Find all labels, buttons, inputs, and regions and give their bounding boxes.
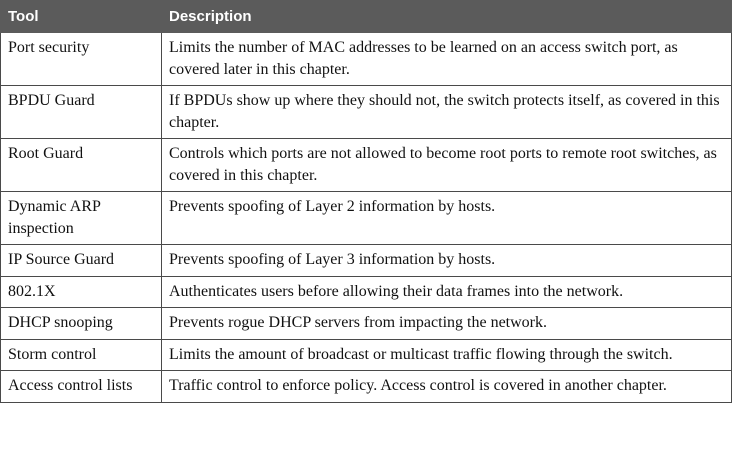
table-header-row bbox=[1, 1, 732, 33]
table-row bbox=[1, 139, 732, 192]
tool-cell: DHCP snooping bbox=[1, 308, 162, 340]
description-cell: Controls which ports are not allowed to become root ports to remote root switches, as covered in this chapter. bbox=[162, 139, 732, 192]
table-row bbox=[1, 245, 732, 277]
description-cell: Traffic control to enforce policy. Access control is covered in another chapter. bbox=[162, 371, 732, 403]
description-cell: Prevents spoofing of Layer 2 information by hosts. bbox=[162, 192, 732, 245]
tool-cell: Access control lists bbox=[1, 371, 162, 403]
tool-cell: IP Source Guard bbox=[1, 245, 162, 277]
table-row bbox=[1, 308, 732, 340]
table-row bbox=[1, 276, 732, 308]
tool-cell: Dynamic ARP inspection bbox=[1, 192, 162, 245]
description-cell: Limits the amount of broadcast or multicast traffic flowing through the switch. bbox=[162, 339, 732, 371]
tool-cell: BPDU Guard bbox=[1, 86, 162, 139]
tool-cell: Root Guard bbox=[1, 139, 162, 192]
description-cell: Limits the number of MAC addresses to be learned on an access switch port, as covered later in this chapter. bbox=[162, 33, 732, 86]
tool-cell: 802.1X bbox=[1, 276, 162, 308]
description-cell: Prevents rogue DHCP servers from impacting the network. bbox=[162, 308, 732, 340]
tool-cell: Storm control bbox=[1, 339, 162, 371]
description-cell: If BPDUs show up where they should not, the switch protects itself, as covered in this chapter. bbox=[162, 86, 732, 139]
column-header-description: Description bbox=[162, 1, 732, 33]
table-row bbox=[1, 371, 732, 403]
table-row bbox=[1, 86, 732, 139]
table-row bbox=[1, 192, 732, 245]
table-row bbox=[1, 339, 732, 371]
description-cell: Authenticates users before allowing their data frames into the network. bbox=[162, 276, 732, 308]
table-row bbox=[1, 33, 732, 86]
tool-cell: Port security bbox=[1, 33, 162, 86]
column-header-tool: Tool bbox=[1, 1, 162, 33]
description-cell: Prevents spoofing of Layer 3 information by hosts. bbox=[162, 245, 732, 277]
